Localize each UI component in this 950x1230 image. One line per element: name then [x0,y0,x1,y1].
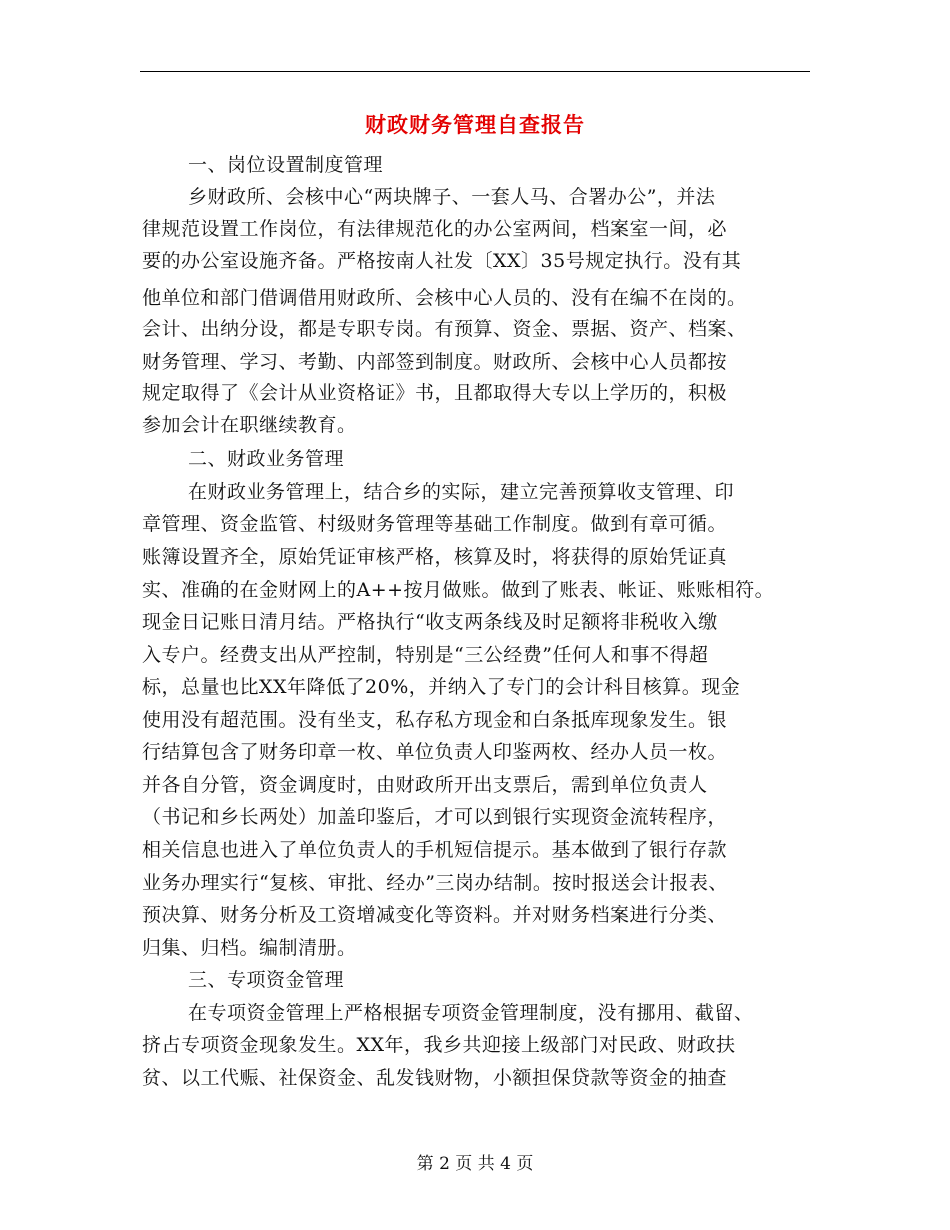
paragraph-line: 在财政业务管理上，结合乡的实际，建立完善预算收支管理、印 [188,481,735,503]
page-number: 第 2 页 共 4 页 [416,1154,534,1174]
paragraph-line: 要的办公室设施齐备。严格按南人社发〔XX〕35号规定执行。没有其 [142,250,742,272]
paragraph-line: 使用没有超范围。没有坐支，私存私方现金和白条抵库现象发生。银 [142,709,728,731]
paragraph-line: 乡财政所、会核中心“两块牌子、一套人马、合署办公”，并法 [188,186,716,208]
paragraph-line: 行结算包含了财务印章一枚、单位负责人印鉴两枚、经办人员一枚。 [142,741,728,763]
section-heading-3: 三、专项资金管理 [188,969,345,991]
paragraph-line: 相关信息也进入了单位负责人的手机短信提示。基本做到了银行存款 [142,839,728,861]
document-title: 财政财务管理自查报告 [365,112,585,137]
paragraph-line: 挤占专项资金现象发生。XX年，我乡共迎接上级部门对民政、财政扶 [142,1034,736,1056]
paragraph-line: 章管理、资金监管、村级财务管理等基础工作制度。做到有章可循。 [142,513,728,535]
paragraph-line: 现金日记账日清月结。严格执行“收支两条线及时足额将非税收入缴 [142,611,718,633]
paragraph-line: 入专户。经费支出从严控制，特别是“三公经费”任何人和事不得超 [142,644,709,666]
paragraph-line: 财务管理、学习、考勤、内部签到制度。财政所、会核中心人员都按 [142,351,728,373]
paragraph-line: 会计、出纳分设，都是专职专岗。有预算、资金、票据、资产、档案、 [142,318,747,340]
paragraph-line: 在专项资金管理上严格根据专项资金管理制度，没有挪用、截留、 [188,1002,754,1024]
paragraph-line: 归集、归档。编制清册。 [142,937,357,959]
section-heading-1: 一、岗位设置制度管理 [188,154,384,176]
paragraph-line: 参加会计在职继续教育。 [142,414,357,436]
paragraph-line: 业务办理实行“复核、审批、经办”三岗办结制。按时报送会计报表、 [142,872,728,894]
paragraph-line: 标，总量也比XX年降低了20%，并纳入了专门的会计科目核算。现金 [142,676,741,698]
header-rule [140,71,810,72]
paragraph-line: 并各自分管，资金调度时，由财政所开出支票后，需到单位负责人 [142,774,708,796]
paragraph-line: 规定取得了《会计从业资格证》书，且都取得大专以上学历的，积极 [142,382,728,404]
paragraph-line: 账簿设置齐全，原始凭证审核严格，核算及时，将获得的原始凭证真 [142,546,728,568]
paragraph-line: 实、准确的在金财网上的A++按月做账。做到了账表、帐证、账账相符。 [142,579,775,601]
section-heading-2: 二、财政业务管理 [188,448,345,470]
paragraph-line: 他单位和部门借调借用财政所、会核中心人员的、没有在编不在岗的。 [142,287,747,309]
paragraph-line: 律规范设置工作岗位，有法律规范化的办公室两间，档案室一间，必 [142,218,728,240]
paragraph-line: （书记和乡长两处）加盖印鉴后，才可以到银行实现资金流转程序， [142,806,728,828]
paragraph-line: 贫、以工代赈、社保资金、乱发钱财物，小额担保贷款等资金的抽查 [142,1067,728,1089]
paragraph-line: 预决算、财务分析及工资增减变化等资料。并对财务档案进行分类、 [142,904,728,926]
